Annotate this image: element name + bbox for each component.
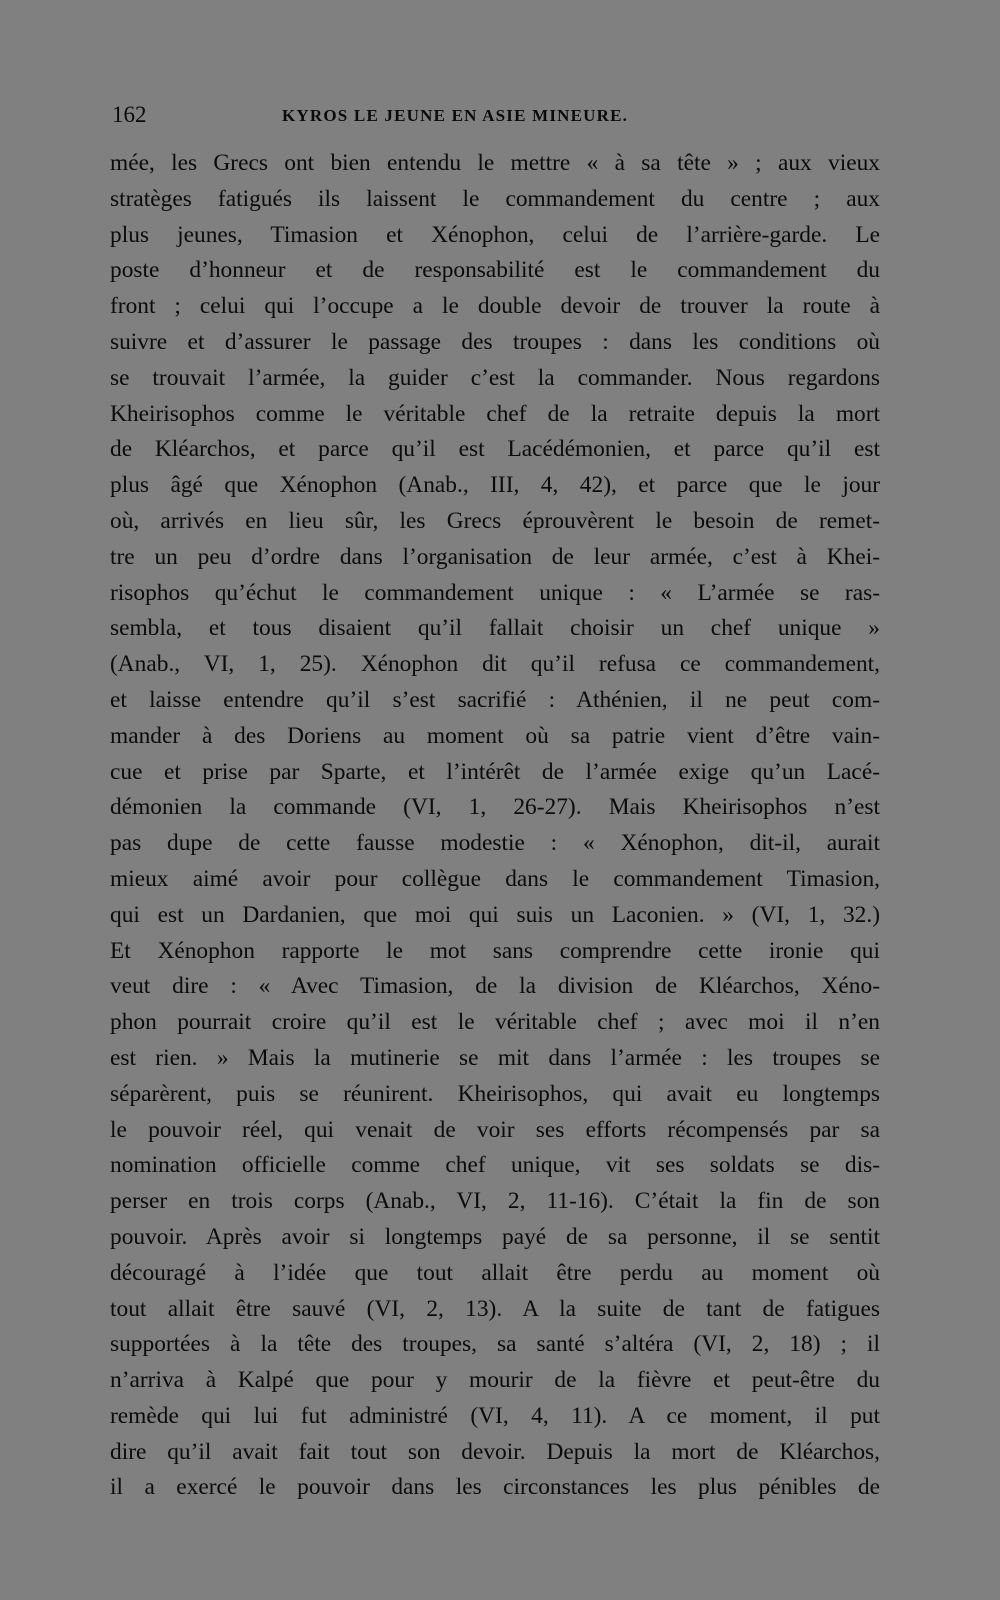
text-line: tout allait être sauvé (VI, 2, 13). A la suite de tant de fatigues (110, 1295, 880, 1322)
text-line: se trouvait l’armée, la guider c’est la commander. Nous regardons (110, 364, 880, 391)
text-line: pas dupe de cette fausse modestie : « Xénophon, dit-il, aurait (110, 830, 880, 857)
running-title: KYROS LE JEUNE EN ASIE MINEURE. (282, 106, 629, 125)
text-line: risophos qu’échut le commandement unique : « L’armée se ras- (110, 579, 880, 606)
text-line: de Kléarchos, et parce qu’il est Lacédémonien, et parce qu’il est (110, 436, 880, 463)
text-line: cue et prise par Sparte, et l’intérêt de l’armée exige qu’un Lacé- (110, 758, 880, 785)
text-line: où, arrivés en lieu sûr, les Grecs éprouvèrent le besoin de remet- (110, 507, 880, 534)
text-line: le pouvoir réel, qui venait de voir ses efforts récompensés par sa (110, 1116, 880, 1143)
text-line: perser en trois corps (Anab., VI, 2, 11-16). C’était la fin de son (110, 1188, 880, 1215)
body-text (110, 146, 880, 1506)
text-line: supportées à la tête des troupes, sa santé s’altéra (VI, 2, 18) ; il (110, 1331, 880, 1358)
text-line: il a exercé le pouvoir dans les circonstances les plus pénibles de (110, 1474, 880, 1501)
text-line: mieux aimé avoir pour collègue dans le commandement Timasion, (110, 865, 880, 892)
text-line: plus jeunes, Timasion et Xénophon, celui de l’arrière-garde. Le (110, 221, 880, 248)
text-line: tre un peu d’ordre dans l’organisation de leur armée, c’est à Khei- (110, 543, 880, 570)
text-line: Kheirisophos comme le véritable chef de la retraite depuis la mort (110, 400, 880, 427)
text-line: dire qu’il avait fait tout son devoir. Depuis la mort de Kléarchos, (110, 1438, 880, 1465)
text-line: plus âgé que Xénophon (Anab., III, 4, 42), et parce que le jour (110, 472, 880, 499)
text-line: (Anab., VI, 1, 25). Xénophon dit qu’il refusa ce commandement, (110, 651, 880, 678)
text-line: mander à des Doriens au moment où sa patrie vient d’être vain- (110, 722, 880, 749)
text-line: est rien. » Mais la mutinerie se mit dans l’armée : les troupes se (110, 1044, 880, 1071)
text-line: démonien la commande (VI, 1, 26-27). Mais Kheirisophos n’est (110, 794, 880, 821)
text-line: mée, les Grecs ont bien entendu le mettre « à sa tête » ; aux vieux (110, 150, 880, 176)
text-line: suivre et d’assurer le passage des troupes : dans les conditions où (110, 328, 880, 355)
text-line: n’arriva à Kalpé que pour y mourir de la fièvre et peut-être du (110, 1367, 880, 1394)
text-line: découragé à l’idée que tout allait être perdu au moment où (110, 1259, 880, 1286)
text-line: séparèrent, puis se réunirent. Kheirisophos, qui avait eu longtemps (110, 1080, 880, 1107)
text-line: nomination officielle comme chef unique, vit ses soldats se dis- (110, 1152, 880, 1179)
text-line: front ; celui qui l’occupe a le double devoir de trouver la route à (110, 293, 880, 320)
text-line: sembla, et tous disaient qu’il fallait choisir un chef unique » (110, 615, 880, 642)
text-line: phon pourrait croire qu’il est le véritable chef ; avec moi il n’en (110, 1009, 880, 1036)
text-line: Et Xénophon rapporte le mot sans comprendre cette ironie qui (110, 937, 880, 964)
text-line: veut dire : « Avec Timasion, de la division de Kléarchos, Xéno- (110, 973, 880, 1000)
text-line: remède qui lui fut administré (VI, 4, 11). A ce moment, il put (110, 1402, 880, 1429)
text-line: qui est un Dardanien, que moi qui suis un Laconien. » (VI, 1, 32.) (110, 901, 880, 928)
text-line: poste d’honneur et de responsabilité est le commandement du (110, 257, 880, 284)
text-line: stratèges fatigués ils laissent le commandement du centre ; aux (110, 185, 880, 212)
page-number: 162 (112, 102, 147, 127)
text-line: pouvoir. Après avoir si longtemps payé de sa personne, il se sentit (110, 1223, 880, 1250)
text-line: et laisse entendre qu’il s’est sacrifié : Athénien, il ne peut com- (110, 686, 880, 713)
running-head (112, 102, 892, 132)
